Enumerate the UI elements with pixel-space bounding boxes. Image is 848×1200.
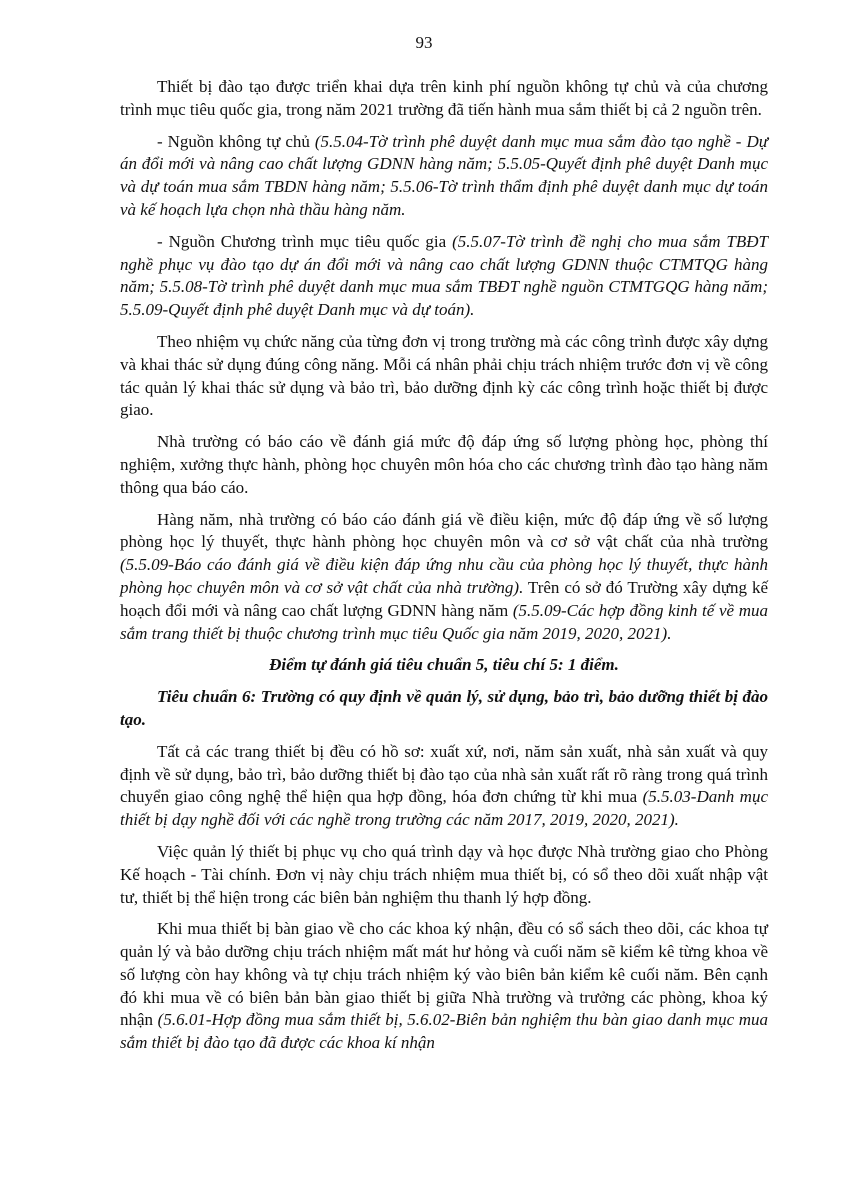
paragraph-text: Việc quản lý thiết bị phục vụ cho quá trình dạy và học được Nhà trường giao cho Phòng Kế hoạch - Tài chính. Đơn vị này chịu trách nhiệm mua thiết bị, có sổ theo dõi xuất nhập vật tư, thiết bị thể hiện trong các biên bản nghiệm thu thanh lý hợp đồng.: [120, 841, 768, 907]
body-paragraph: [120, 741, 768, 832]
paragraph-text: - Nguồn Chương trình mục tiêu quốc gia: [157, 231, 453, 251]
standard-heading: [120, 686, 768, 732]
paragraph-text: Hàng năm, nhà trường có báo cáo đánh giá về điều kiện, mức độ đáp ứng về số lượng phòng học lý thuyết, thực hành phòng học chuyên môn và cơ sở vật chất của nhà trường: [120, 509, 768, 552]
paragraph-text: Theo nhiệm vụ chức năng của từng đơn vị trong trường mà các công trình được xây dựng và khai thác sử dụng đúng công năng. Mỗi cá nhân phải chịu trách nhiệm trước đơn vị về công tác quản lý khai thác sử dụng và bảo trì, bảo dưỡng định kỳ các công trình hoặc thiết bị được giao.: [120, 331, 768, 420]
evidence-reference: (5.5.04-Tờ trình phê duyệt danh mục mua sắm đào tạo nghề - Dự án đổi mới và nâng cao chất lượng GDNN hàng năm; 5.5.05-Quyết định phê duyệt Danh mục và dự toán mua sắm TBDN hàng năm; 5.5.06-Tờ trình thẩm định phê duyệt danh mục dự toán và kế hoạch lựa chọn nhà thầu hàng năm.: [120, 131, 768, 219]
evidence-reference: (5.5.09-Báo cáo đánh giá về điều kiện đáp ứng nhu cầu của phòng học lý thuyết, thực hành phòng học chuyên môn và cơ sở vật chất của nhà trường).: [120, 555, 768, 597]
evidence-reference: (5.5.09-Các hợp đồng kinh tế về mua sắm trang thiết bị thuộc chương trình mục tiêu Quốc gia năm 2019, 2020, 2021).: [120, 600, 769, 643]
body-paragraph: [120, 131, 768, 222]
body-paragraph: [120, 841, 768, 909]
evidence-reference: (5.5.03-Danh mục thiết bị dạy nghề đối với các nghề trong trường các năm 2017, 2019, 2020, 2021).: [120, 787, 769, 830]
body-paragraph: [120, 431, 768, 499]
evidence-reference: Điểm tự đánh giá tiêu chuẩn 5, tiêu chí 5: 1 điểm.: [269, 655, 619, 675]
page-number: 93: [415, 33, 433, 52]
paragraph-text: Trên có sở đó Trường xây dựng kế hoạch đổi mới và nâng cao chất lượng GDNN hàng năm: [120, 577, 768, 620]
body-paragraph: [120, 76, 768, 122]
body-paragraph: [120, 918, 768, 1055]
paragraph-text: Khi mua thiết bị bàn giao về cho các khoa ký nhận, đều có sổ sách theo dõi, các khoa tự quản lý và bảo dưỡng chịu trách nhiệm mất mát hư hỏng và cuối năm sẽ kiểm kê từng khoa về số lượng còn hay không và tự chịu trách nhiệm ký vào biên bản kiểm kê cuối năm. Bên cạnh đó khi mua về có biên bản bàn giao thiết bị giữa Nhà trường và trưởng các phòng, khoa ký nhận: [120, 919, 768, 1030]
document-body: [120, 76, 768, 1064]
criterion-score-heading: [120, 654, 768, 677]
paragraph-text: Thiết bị đào tạo được triển khai dựa trên kinh phí nguồn không tự chủ và của chương trình mục tiêu quốc gia, trong năm 2021 trường đã tiến hành mua sắm thiết bị cả 2 nguồn trên.: [120, 77, 768, 119]
evidence-reference: (5.6.01-Hợp đồng mua sắm thiết bị, 5.6.02-Biên bản nghiệm thu bàn giao danh mục mua sắm thiết bị đào tạo đã được các khoa kí nhận: [120, 1010, 769, 1053]
evidence-reference: (5.5.07-Tờ trình đề nghị cho mua sắm TBĐT nghề phục vụ đào tạo dự án đổi mới và nâng cao chất lượng GDNN thuộc CTMTQG hàng năm; 5.5.08-Tờ trình phê duyệt danh mục mua sắm TBĐT nghề nguồn CTMTGQG hàng năm; 5.5.09-Quyết định phê duyệt Danh mục và dự toán).: [120, 231, 768, 320]
paragraph-text: - Nguồn không tự chủ: [157, 131, 315, 151]
evidence-reference: Tiêu chuẩn 6: Trường có quy định về quản lý, sử dụng, bảo trì, bảo dưỡng thiết bị đào tạo.: [120, 687, 768, 729]
body-paragraph: [120, 331, 768, 422]
body-paragraph: [120, 231, 768, 322]
body-paragraph: [120, 509, 768, 646]
paragraph-text: Tất cả các trang thiết bị đều có hồ sơ: xuất xứ, nơi, năm sản xuất, nhà sản xuất và quy định về sử dụng, bảo trì, bảo dưỡng thiết bị đào tạo của nhà sản xuất rất rõ ràng trong quá trình chuyển giao công nghệ thể hiện qua hợp đồng, hóa đơn chứng từ khi mua: [120, 741, 768, 807]
paragraph-text: Nhà trường có báo cáo về đánh giá mức độ đáp ứng số lượng phòng học, phòng thí nghiệm, xưởng thực hành, phòng học chuyên môn hóa cho các chương trình đào tạo hàng năm thông qua báo cáo.: [120, 432, 768, 497]
